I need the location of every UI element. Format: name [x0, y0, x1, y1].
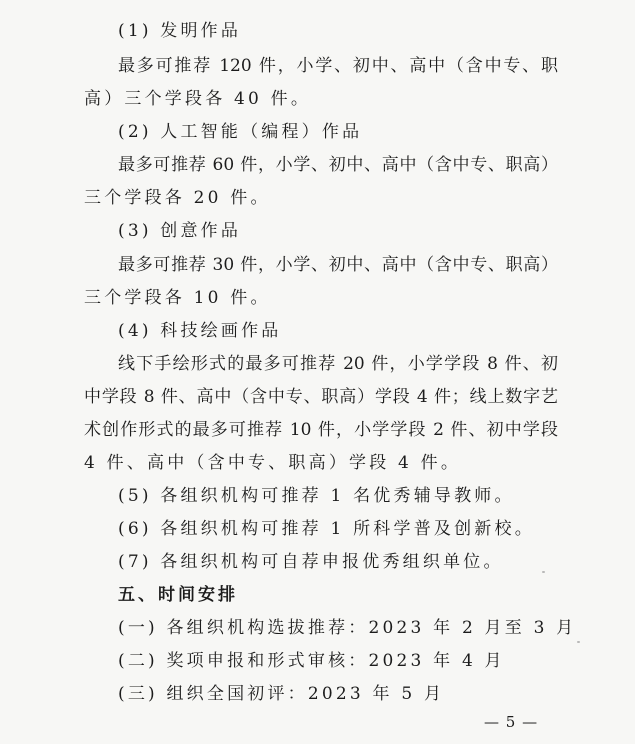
- item-3-body-line-1: 最多可推荐 30 件，小学、初中、高中（含中专、职高）: [118, 255, 558, 275]
- item-4-title: (4) 科技绘画作品: [118, 321, 282, 341]
- page-number: — 5 —: [484, 713, 539, 731]
- item-1-body-line-2: 高）三个学段各 40 件。: [84, 89, 312, 109]
- scan-speck: [577, 641, 580, 643]
- item-3-body-line-2: 三个学段各 10 件。: [84, 288, 271, 308]
- item-7-text: (7) 各组织机构可自荐申报优秀组织单位。: [118, 552, 504, 572]
- item-2-body-line-2: 三个学段各 20 件。: [84, 188, 271, 208]
- scan-speck: [542, 571, 545, 573]
- item-2-title: (2) 人工智能（编程）作品: [118, 122, 363, 142]
- schedule-item-1: (一) 各组织机构选拔推荐：2023 年 2 月至 3 月: [118, 618, 577, 638]
- item-5-text: (5) 各组织机构可推荐 1 名优秀辅导教师。: [118, 486, 515, 506]
- item-3-title: (3) 创意作品: [118, 221, 242, 241]
- item-1-body-line-1: 最多可推荐 120 件，小学、初中、高中（含中专、职: [118, 56, 558, 76]
- item-4-body-line-1: 线下手绘形式的最多可推荐 20 件，小学学段 8 件、初: [118, 354, 558, 374]
- schedule-item-2: (二) 奖项申报和形式审核：2023 年 4 月: [118, 651, 505, 671]
- section-heading-schedule: 五、时间安排: [118, 585, 238, 605]
- item-6-text: (6) 各组织机构可推荐 1 所科学普及创新校。: [118, 519, 535, 539]
- item-4-body-line-2: 中学段 8 件、高中（含中专、职高）学段 4 件；线上数字艺: [84, 387, 558, 407]
- item-4-body-line-4: 4 件、高中（含中专、职高）学段 4 件。: [84, 453, 462, 473]
- schedule-item-3: (三) 组织全国初评：2023 年 5 月: [118, 684, 445, 704]
- item-2-body-line-1: 最多可推荐 60 件，小学、初中、高中（含中专、职高）: [118, 155, 558, 175]
- item-4-body-line-3: 术创作形式的最多可推荐 10 件，小学学段 2 件、初中学段: [84, 420, 558, 440]
- item-1-title: (1) 发明作品: [118, 21, 242, 41]
